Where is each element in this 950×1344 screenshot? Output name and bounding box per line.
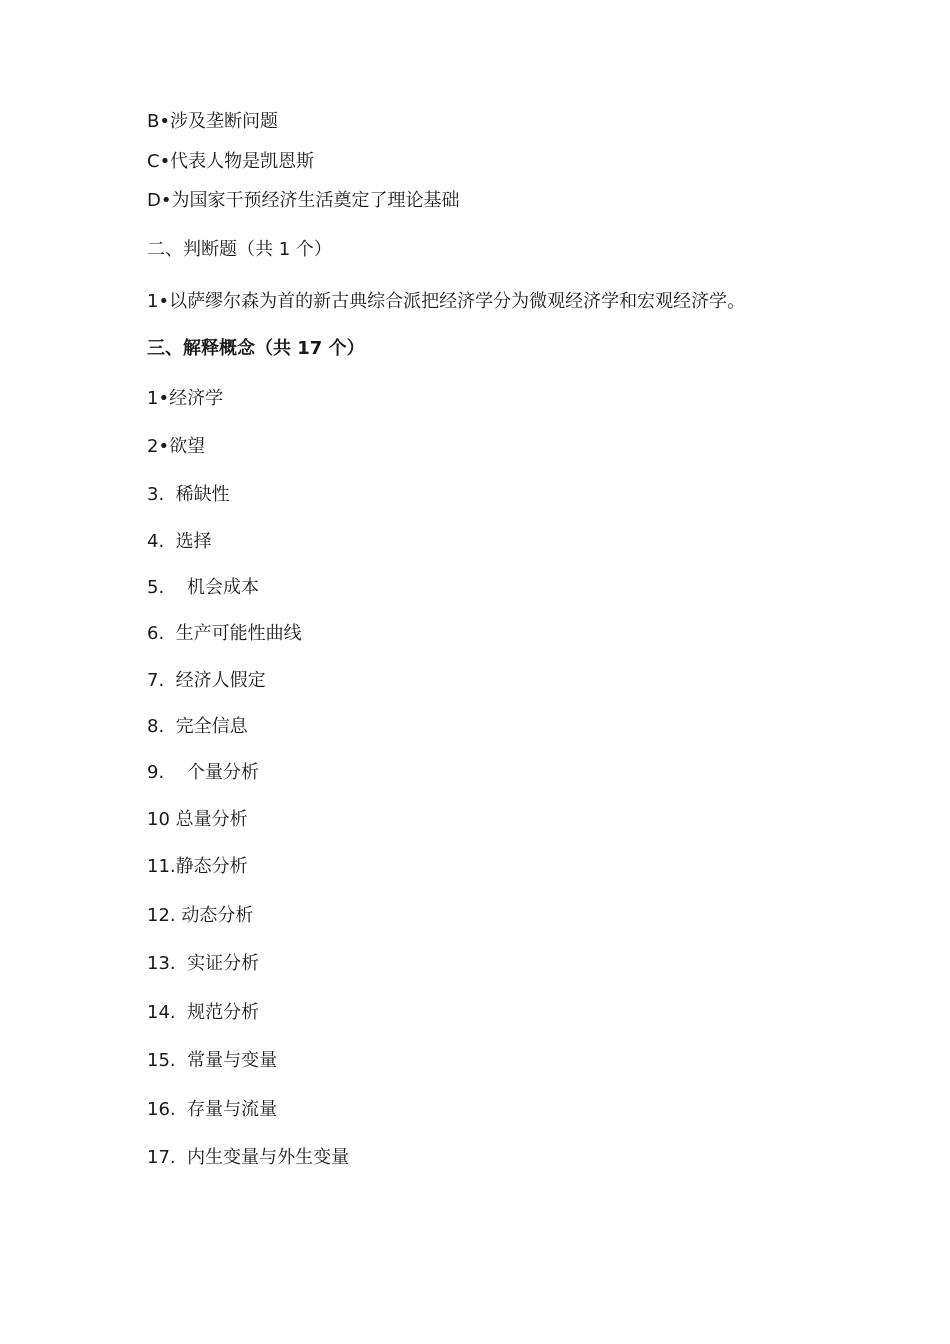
concept-item: 8. 完全信息 <box>147 716 248 737</box>
concept-item: 10 总量分析 <box>147 809 248 830</box>
concept-item: 6. 生产可能性曲线 <box>147 623 302 644</box>
section-heading-concepts: 三、解释概念（共 17 个） <box>147 338 365 359</box>
concept-item: 3. 稀缺性 <box>147 484 230 505</box>
concept-item: 11.静态分析 <box>147 856 248 877</box>
option-b: B•涉及垄断问题 <box>147 111 278 132</box>
concept-item: 7. 经济人假定 <box>147 670 266 691</box>
option-c: C•代表人物是凯恩斯 <box>147 151 315 172</box>
concept-item: 4. 选择 <box>147 531 212 552</box>
concept-item: 17. 内生变量与外生变量 <box>147 1147 350 1168</box>
concept-item: 13. 实证分析 <box>147 953 260 974</box>
option-d: D•为国家干预经济生活奠定了理论基础 <box>147 190 460 211</box>
concept-item: 2•欲望 <box>147 436 206 457</box>
judgment-item: 1•以萨缪尔森为首的新古典综合派把经济学分为微观经济学和宏观经济学。 <box>147 291 746 312</box>
concept-item: 14. 规范分析 <box>147 1002 260 1023</box>
concept-item: 9. 个量分析 <box>147 762 260 783</box>
concept-item: 12. 动态分析 <box>147 905 254 926</box>
concept-item: 16. 存量与流量 <box>147 1099 278 1120</box>
section-heading-judgment: 二、判断题（共 1 个） <box>147 239 332 260</box>
concept-item: 15. 常量与变量 <box>147 1050 278 1071</box>
concept-item: 1•经济学 <box>147 388 224 409</box>
concept-item: 5. 机会成本 <box>147 577 260 598</box>
